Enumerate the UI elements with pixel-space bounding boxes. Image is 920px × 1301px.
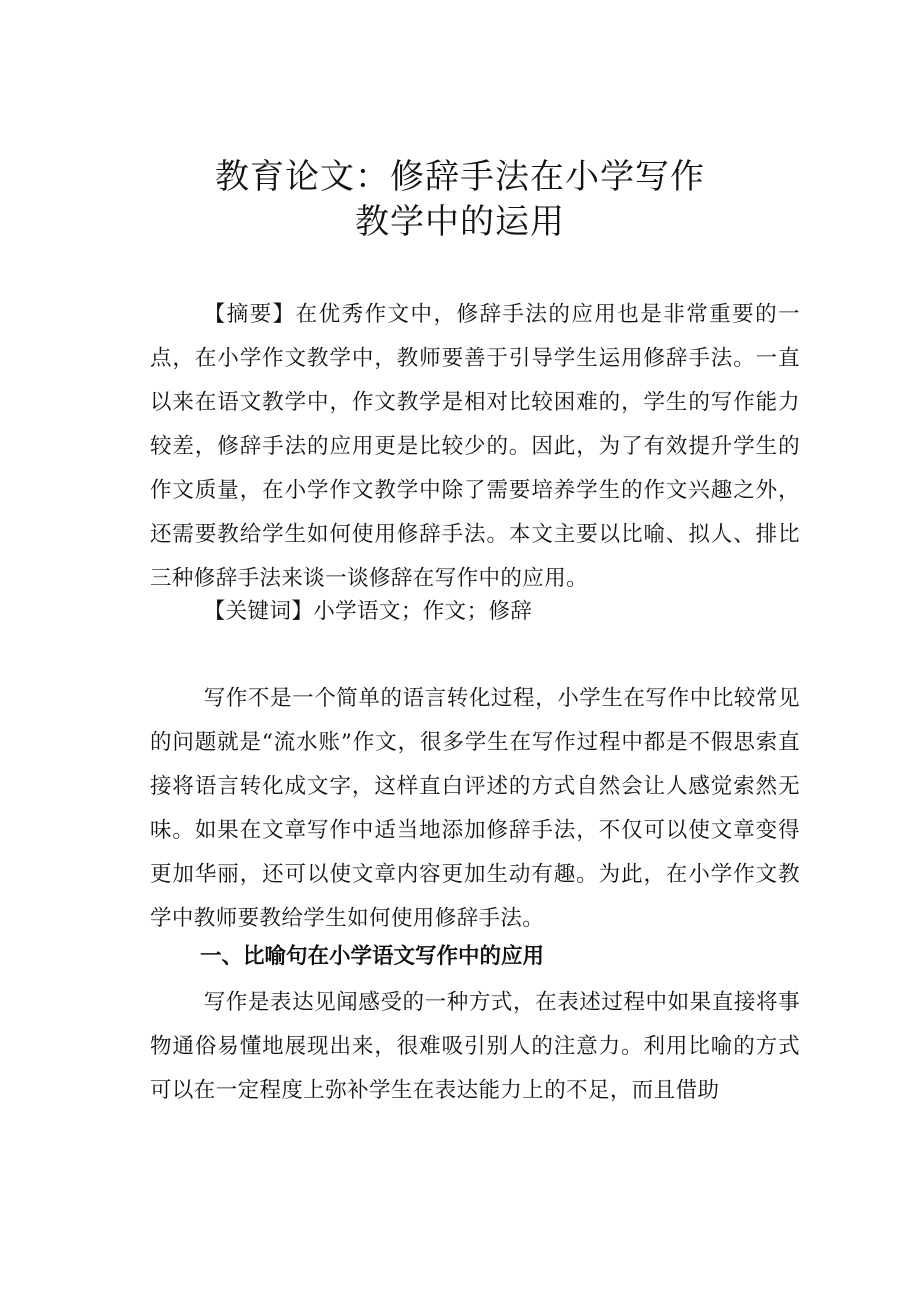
document-title-line-2: 教学中的运用 [355, 202, 565, 242]
intro-section [150, 677, 800, 941]
abstract-label: 【摘要】 [203, 302, 296, 327]
abstract-section [150, 293, 800, 601]
intro-paragraph: 写作不是一个简单的语言转化过程，小学生在写作中比较常见的问题就是“流水账”作文，很多学生在写作过程中都是不假思索直接将语言转化成文字，这样直白评述的方式自然会让人感觉索然无味。如果在文章写作中适当地添加修辞手法，不仅可以使文章变得更加华丽，还可以使文章内容更加生动有趣。为此，在小学作文教学中教师要教给学生如何使用修辞手法。 [150, 686, 800, 931]
abstract-text: 在优秀作文中，修辞手法的应用也是非常重要的一点，在小学作文教学中，教师要善于引导学生运用修辞手法。一直以来在语文教学中，作文教学是相对比较困难的，学生的写作能力较差，修辞手法的应用更是比较少的。因此，为了有效提升学生的作文质量，在小学作文教学中除了需要培养学生的作文兴趣之外，还需要教给学生如何使用修辞手法。本文主要以比喻、拟人、排比三种修辞手法来谈一谈修辞在写作中的应用。 [150, 302, 800, 591]
section-1-paragraph: 写作是表达见闻感受的一种方式，在表述过程中如果直接将事物通俗易懂地展现出来，很难吸引别人的注意力。利用比喻的方式可以在一定程度上弥补学生在表达能力上的不足，而且借助 [150, 990, 800, 1103]
keywords-text: 小学语文；作文；修辞 [313, 599, 533, 624]
section-1-heading: 一、比喻句在小学语文写作中的应用 [200, 944, 545, 969]
abstract-paragraph [150, 293, 800, 601]
keywords-section [150, 590, 800, 634]
document-title-line-1: 教育论文：修辞手法在小学写作 [215, 157, 705, 197]
section-1-body [150, 981, 800, 1113]
keywords-label: 【关键词】 [203, 599, 314, 624]
keywords-paragraph [150, 590, 800, 634]
